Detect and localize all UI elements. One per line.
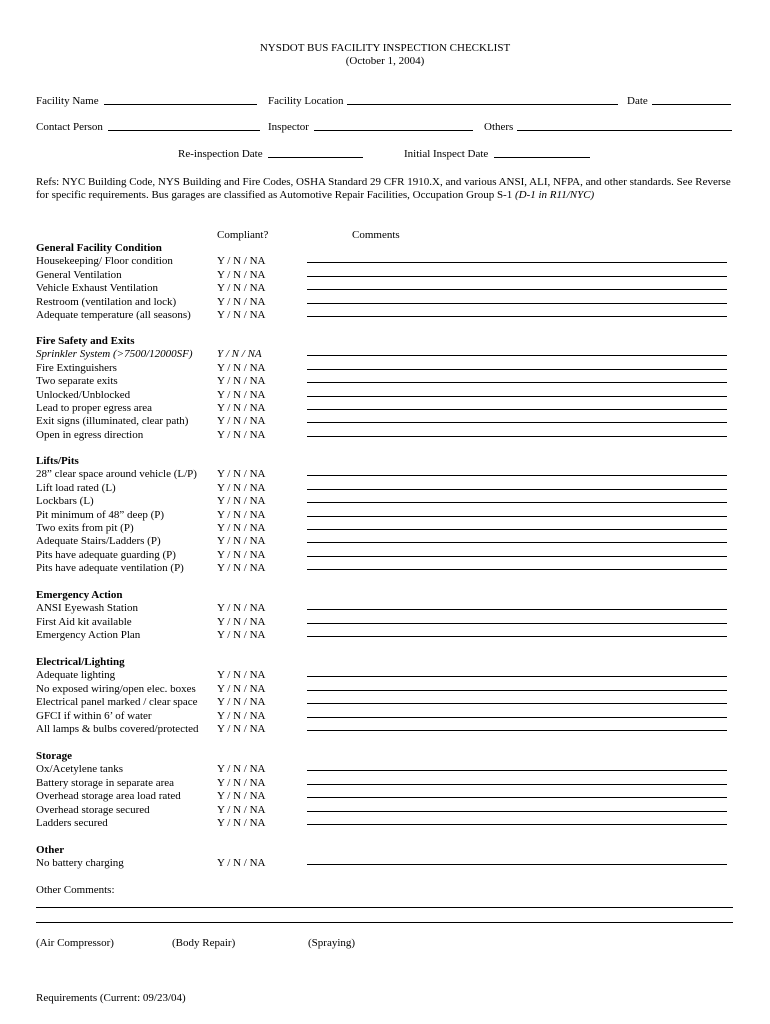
comment-line[interactable] <box>307 369 727 370</box>
comment-line[interactable] <box>307 262 727 263</box>
comment-line[interactable] <box>307 355 727 356</box>
item-label: Fire Extinguishers <box>36 362 117 374</box>
reinspection-date-field[interactable] <box>268 157 363 158</box>
compliance-options[interactable]: Y / N / NA <box>217 375 266 387</box>
item-label: Vehicle Exhaust Ventilation <box>36 282 158 294</box>
footer-requirements: Requirements (Current: 09/23/04) <box>36 992 186 1004</box>
page-subtitle: (October 1, 2004) <box>345 55 425 67</box>
comment-line[interactable] <box>307 289 727 290</box>
other-comments-line-2[interactable] <box>36 922 733 923</box>
compliance-options[interactable]: Y / N / NA <box>217 429 266 441</box>
compliance-options[interactable]: Y / N / NA <box>217 362 266 374</box>
section-heading: Emergency Action <box>36 589 123 601</box>
spraying-label: (Spraying) <box>308 937 356 949</box>
comment-line[interactable] <box>307 529 727 530</box>
date-field[interactable] <box>652 104 731 105</box>
comment-line[interactable] <box>307 770 727 771</box>
item-label: Overhead storage area load rated <box>36 790 181 802</box>
compliant-column-header: Compliant? <box>217 229 269 241</box>
section-heading: Storage <box>36 750 73 762</box>
item-label: Lockbars (L) <box>36 495 94 507</box>
compliance-options[interactable]: Y / N / NA <box>217 669 266 681</box>
comment-line[interactable] <box>307 609 727 610</box>
item-label: Housekeeping/ Floor condition <box>36 255 173 267</box>
comment-line[interactable] <box>307 784 727 785</box>
facility-location-field[interactable] <box>347 104 618 105</box>
item-label: Ox/Acetylene tanks <box>36 763 124 775</box>
comment-line[interactable] <box>307 276 727 277</box>
compliance-options[interactable]: Y / N / NA <box>217 402 266 414</box>
compliance-options[interactable]: Y / N / NA <box>217 415 266 427</box>
item-label: Ladders secured <box>36 817 108 829</box>
compliance-options[interactable]: Y / N / NA <box>217 389 266 401</box>
compliance-options[interactable]: Y / N / NA <box>217 683 266 695</box>
initial-inspect-date-field[interactable] <box>494 157 590 158</box>
comment-line[interactable] <box>307 382 727 383</box>
others-label: Others <box>484 121 514 133</box>
section-heading: General Facility Condition <box>36 242 162 254</box>
section-heading: Other <box>36 844 65 856</box>
compliance-options[interactable]: Y / N / NA <box>217 549 266 561</box>
comment-line[interactable] <box>307 516 727 517</box>
others-field[interactable] <box>517 130 732 131</box>
comment-line[interactable] <box>307 436 727 437</box>
item-label: Exit signs (illuminated, clear path) <box>36 415 189 427</box>
item-label: Two separate exits <box>36 375 118 387</box>
compliance-options[interactable]: Y / N / NA <box>217 282 266 294</box>
section-heading: Lifts/Pits <box>36 455 79 467</box>
compliance-options[interactable]: Y / N / NA <box>217 535 266 547</box>
compliance-options[interactable]: Y / N / NA <box>217 522 266 534</box>
compliance-options[interactable]: Y / N / NA <box>217 309 266 321</box>
compliance-options[interactable]: Y / N / NA <box>217 790 266 802</box>
compliance-options[interactable]: Y / N / NA <box>217 562 266 574</box>
compliance-options[interactable]: Y / N / NA <box>217 255 266 267</box>
inspector-field[interactable] <box>314 130 473 131</box>
compliance-options[interactable]: Y / N / NA <box>217 495 266 507</box>
comment-line[interactable] <box>307 409 727 410</box>
date-label: Date <box>627 95 648 107</box>
comment-line[interactable] <box>307 569 727 570</box>
comments-column-header: Comments <box>352 229 400 241</box>
item-label: Lead to proper egress area <box>36 402 153 414</box>
compliance-options[interactable]: Y / N / NA <box>217 616 266 628</box>
compliance-options[interactable]: Y / N / NA <box>217 629 266 641</box>
item-label: Restroom (ventilation and lock) <box>36 296 177 308</box>
item-label: Unlocked/Unblocked <box>36 389 131 401</box>
comment-line[interactable] <box>307 502 727 503</box>
item-label: GFCI if within 6’ of water <box>36 710 152 722</box>
comment-line[interactable] <box>307 422 727 423</box>
item-label: Two exits from pit (P) <box>36 522 134 534</box>
item-label: ANSI Eyewash Station <box>36 602 139 614</box>
compliance-options[interactable]: Y / N / NA <box>217 348 262 360</box>
comment-line[interactable] <box>307 690 727 691</box>
comment-line[interactable] <box>307 316 727 317</box>
references-text <box>36 176 736 202</box>
comment-line[interactable] <box>307 717 727 718</box>
references-main: Refs: NYC Building Code, NYS Building and Fire Codes, OSHA Standard 29 CFR 1910.X, and various ANSI, ALI, NFPA, and other standards. See Reverse for specific requirements. Bus garages are classified as Automotive Repair Facilities, Occupation Group S-1 <box>36 176 731 201</box>
item-label: Open in egress direction <box>36 429 144 441</box>
item-label: Overhead storage secured <box>36 804 150 816</box>
compliance-options[interactable]: Y / N / NA <box>217 817 266 829</box>
comment-line[interactable] <box>307 623 727 624</box>
inspector-label: Inspector <box>268 121 309 133</box>
item-label: All lamps & bulbs covered/protected <box>36 723 199 735</box>
comment-line[interactable] <box>307 489 727 490</box>
item-label: 28” clear space around vehicle (L/P) <box>36 468 197 480</box>
item-label: No exposed wiring/open elec. boxes <box>36 683 196 695</box>
comment-line[interactable] <box>307 811 727 812</box>
compliance-options[interactable]: Y / N / NA <box>217 710 266 722</box>
item-label: Adequate Stairs/Ladders (P) <box>36 535 161 547</box>
compliance-options[interactable]: Y / N / NA <box>217 509 266 521</box>
other-comments-label: Other Comments: <box>36 884 115 896</box>
contact-person-label: Contact Person <box>36 121 103 133</box>
item-label: Sprinkler System (>7500/12000SF) <box>36 348 193 360</box>
comment-line[interactable] <box>307 475 727 476</box>
item-label: Pit minimum of 48” deep (P) <box>36 509 165 521</box>
reinspection-date-label: Re-inspection Date <box>178 148 263 160</box>
compliance-options[interactable]: Y / N / NA <box>217 482 266 494</box>
compliance-options[interactable]: Y / N / NA <box>217 763 266 775</box>
compliance-options[interactable]: Y / N / NA <box>217 468 266 480</box>
item-label: Battery storage in separate area <box>36 777 175 789</box>
compliance-options[interactable]: Y / N / NA <box>217 777 266 789</box>
comment-line[interactable] <box>307 303 727 304</box>
comment-line[interactable] <box>307 864 727 865</box>
item-label: Pits have adequate guarding (P) <box>36 549 176 561</box>
body-repair-label: (Body Repair) <box>172 937 236 949</box>
comment-line[interactable] <box>307 636 727 637</box>
compliance-options[interactable]: Y / N / NA <box>217 269 266 281</box>
comment-line[interactable] <box>307 824 727 825</box>
section-heading: Fire Safety and Exits <box>36 335 135 347</box>
comment-line[interactable] <box>307 542 727 543</box>
item-label: First Aid kit available <box>36 616 132 628</box>
contact-person-field[interactable] <box>108 130 260 131</box>
comment-line[interactable] <box>307 797 727 798</box>
compliance-options[interactable]: Y / N / NA <box>217 602 266 614</box>
initial-inspect-date-label: Initial Inspect Date <box>404 148 489 160</box>
section-heading: Electrical/Lighting <box>36 656 125 668</box>
comment-line[interactable] <box>307 556 727 557</box>
facility-location-label: Facility Location <box>268 95 344 107</box>
compliance-options[interactable]: Y / N / NA <box>217 696 266 708</box>
compliance-options[interactable]: Y / N / NA <box>217 723 266 735</box>
item-label: Electrical panel marked / clear space <box>36 696 198 708</box>
compliance-options[interactable]: Y / N / NA <box>217 804 266 816</box>
references-italic: (D-1 in R11/NYC) <box>514 189 595 201</box>
facility-name-label: Facility Name <box>36 95 99 107</box>
item-label: Emergency Action Plan <box>36 629 141 641</box>
comment-line[interactable] <box>307 703 727 704</box>
comment-line[interactable] <box>307 396 727 397</box>
other-comments-line-1[interactable] <box>36 907 733 908</box>
item-label: General Ventilation <box>36 269 122 281</box>
compliance-options[interactable]: Y / N / NA <box>217 857 266 869</box>
item-label: Adequate temperature (all seasons) <box>36 309 191 321</box>
comment-line[interactable] <box>307 730 727 731</box>
item-label: Pits have adequate ventilation (P) <box>36 562 184 574</box>
comment-line[interactable] <box>307 676 727 677</box>
item-label: Adequate lighting <box>36 669 116 681</box>
facility-name-field[interactable] <box>104 104 257 105</box>
compliance-options[interactable]: Y / N / NA <box>217 296 266 308</box>
air-compressor-label: (Air Compressor) <box>36 937 114 949</box>
item-label: Lift load rated (L) <box>36 482 116 494</box>
page-title: NYSDOT BUS FACILITY INSPECTION CHECKLIST <box>259 42 511 54</box>
item-label: No battery charging <box>36 857 124 869</box>
